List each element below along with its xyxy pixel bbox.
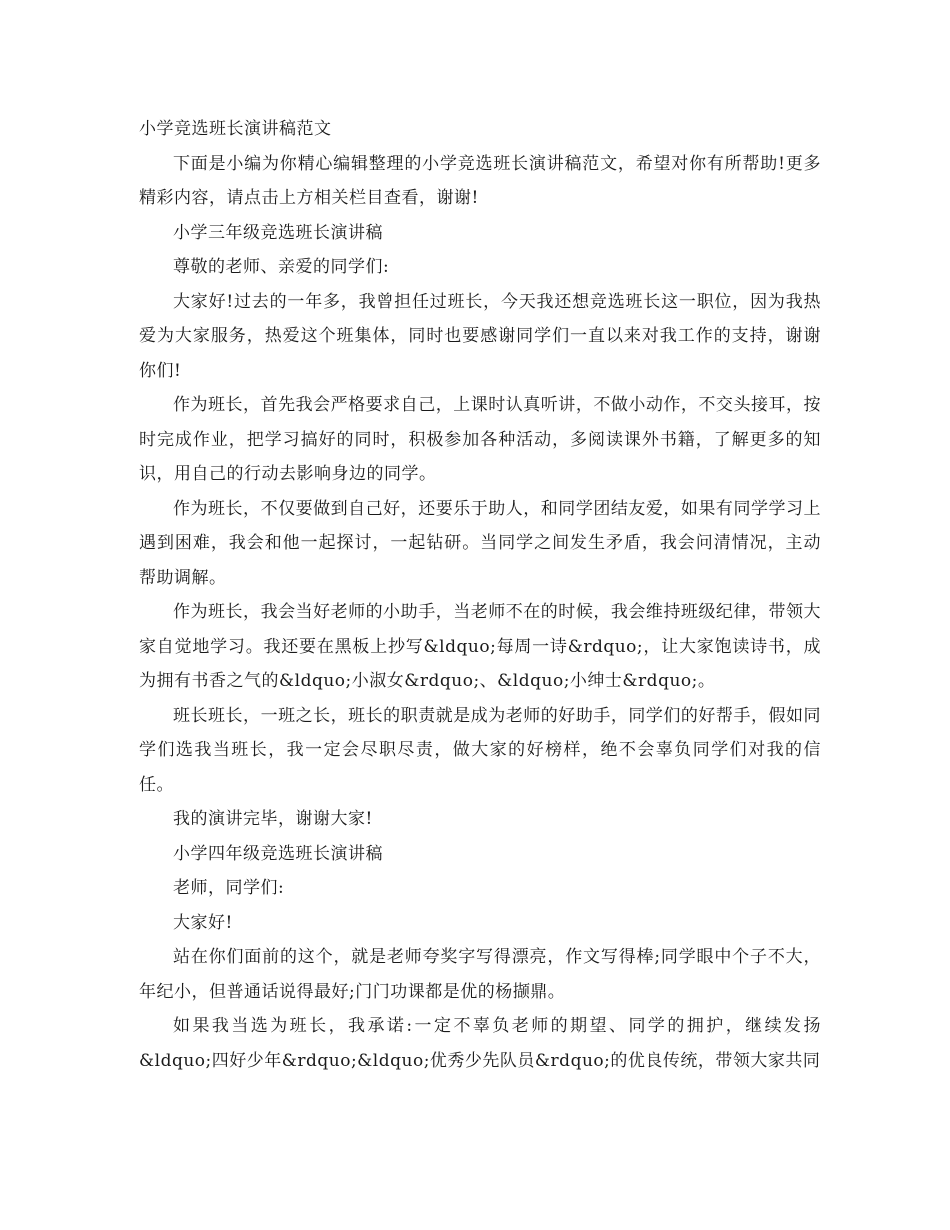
body-paragraph: 作为班长，不仅要做到自己好，还要乐于助人，和同学团结友爱，如果有同学学习上遇到困难，我会和他一起探讨，一起钻研。当同学之间发生矛盾，我会问清情况，主动帮助调解。 xyxy=(139,498,821,588)
section-heading-grade3: 小学三年级竞选班长演讲稿 xyxy=(173,222,383,243)
body-paragraph: 作为班长，我会当好老师的小助手，当老师不在的时候，我会维持班级纪律，带领大家自觉地学习。我还要在黑板上抄写&ldquo;每周一诗&rdquo;，让大家饱读诗书，成为拥有书香之气的&ldquo;小淑女&rdquo;、&ldquo;小绅士&rdquo;。 xyxy=(139,602,821,691)
body-paragraph: 作为班长，首先我会严格要求自己，上课时认真听讲，不做小动作，不交头接耳，按时完成作业，把学习搞好的同时，积极参加各种活动，多阅读课外书籍，了解更多的知识，用自己的行动去影响身边的同学。 xyxy=(139,395,821,484)
salutation-paragraph: 尊敬的老师、亲爱的同学们: xyxy=(173,257,390,277)
salutation-paragraph: 老师，同学们: xyxy=(173,878,285,898)
closing-paragraph: 我的演讲完毕，谢谢大家! xyxy=(173,809,373,829)
body-paragraph: 如果我当选为班长，我承诺:一定不辜负老师的期望、同学的拥护，继续发扬&ldquo;四好少年&rdquo;&ldquo;优秀少先队员&rdquo;的优良传统，带领大家共同 xyxy=(139,1016,821,1071)
document-body xyxy=(139,112,821,1078)
document-title: 小学竞选班长演讲稿范文 xyxy=(139,119,332,139)
body-paragraph: 站在你们面前的这个，就是老师夸奖字写得漂亮，作文写得棒;同学眼中个子不大，年纪小，但普通话说得最好;门门功课都是优的杨撷鼎。 xyxy=(139,947,821,1002)
body-paragraph: 班长班长，一班之长，班长的职责就是成为老师的好助手，同学们的好帮手，假如同学们选我当班长，我一定会尽职尽责，做大家的好榜样，绝不会辜负同学们对我的信任。 xyxy=(139,705,821,795)
intro-paragraph: 下面是小编为你精心编辑整理的小学竞选班长演讲稿范文，希望对你有所帮助!更多精彩内容，请点击上方相关栏目查看，谢谢! xyxy=(139,153,821,208)
greeting-paragraph: 大家好! xyxy=(173,912,233,933)
section-heading-grade4: 小学四年级竞选班长演讲稿 xyxy=(173,843,383,864)
body-paragraph: 大家好!过去的一年多，我曾担任过班长，今天我还想竞选班长这一职位，因为我热爱为大家服务，热爱这个班集体，同时也要感谢同学们一直以来对我工作的支持，谢谢你们! xyxy=(139,291,821,381)
